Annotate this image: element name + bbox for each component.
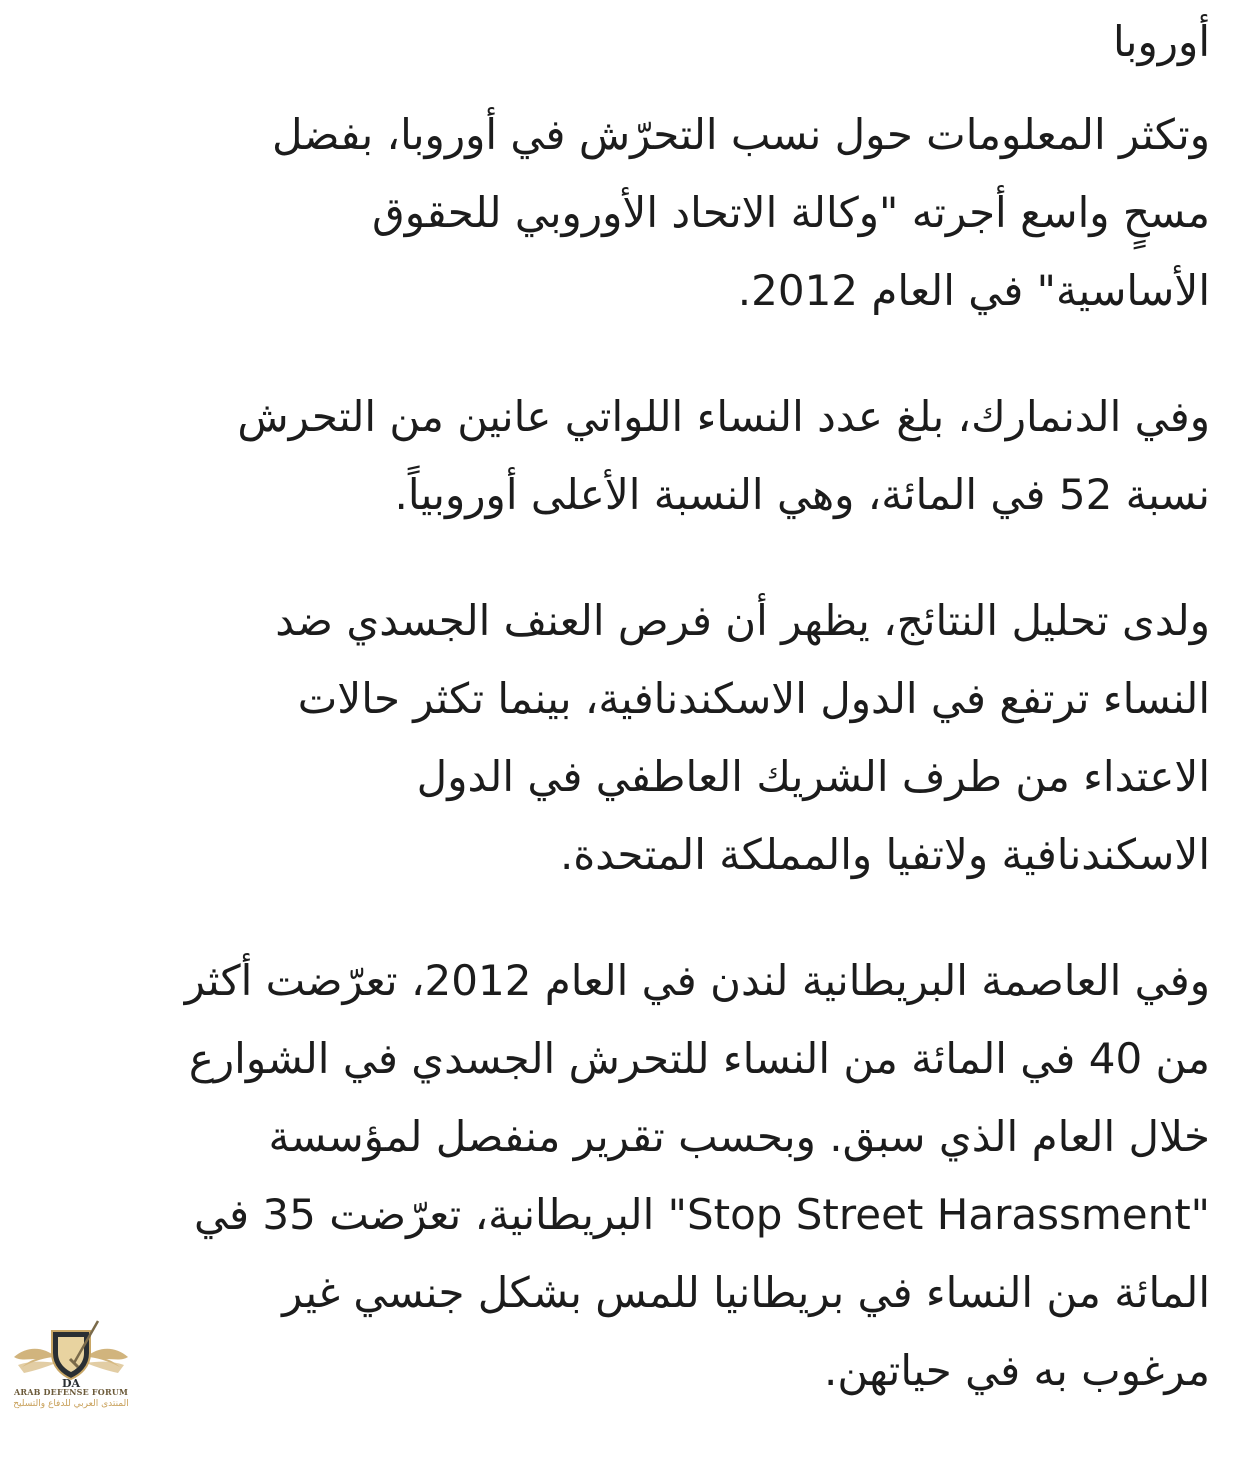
logo-monogram: DA [61, 1377, 81, 1389]
text-line: النساء ترتفع في الدول الاسكندنافية، بينما تكثر حالات [297, 674, 1210, 723]
text-line: المائة من النساء في بريطانيا للمس بشكل جنسي غير [282, 1268, 1210, 1317]
paragraph [20, 96, 1210, 330]
text-line: ولدى تحليل النتائج، يظهر أن فرص العنف الجسدي ضد [275, 596, 1210, 645]
paragraph [20, 942, 1210, 1410]
text-line: "Stop Street Harassment" البريطانية، تعرّضت 35 في [193, 1190, 1210, 1239]
text-line: خلال العام الذي سبق. وبحسب تقرير منفصل لمؤسسة [268, 1112, 1210, 1161]
text-line: الاعتداء من طرف الشريك العاطفي في الدول [416, 752, 1210, 801]
paragraph [20, 582, 1210, 894]
text-line: مرغوب به في حياتهن. [823, 1346, 1210, 1395]
text-line: وتكثر المعلومات حول نسب التحرّش في أوروبا، بفضل [272, 110, 1210, 159]
text-line: وفي الدنمارك، بلغ عدد النساء اللواتي عانين من التحرش [237, 392, 1210, 441]
text-line: الأساسية" في العام 2012. [737, 266, 1210, 315]
section-heading: أوروبا [1112, 17, 1210, 66]
paragraph [20, 378, 1210, 534]
text-line: من 40 في المائة من النساء للتحرش الجسدي في الشوارع [188, 1034, 1210, 1083]
logo-name-en: ARAB DEFENSE FORUM [13, 1387, 129, 1397]
watermark-logo [8, 1317, 134, 1417]
logo-name-ar: المنتدى العربي للدفاع والتسليح [13, 1399, 129, 1409]
shield-wings-logo-icon [8, 1317, 134, 1389]
text-line: وفي العاصمة البريطانية لندن في العام 2012، تعرّضت أكثر [184, 956, 1210, 1005]
article [20, 0, 1210, 1458]
text-line: نسبة 52 في المائة، وهي النسبة الأعلى أوروبياً. [394, 470, 1210, 519]
text-line: الاسكندنافية ولاتفيا والمملكة المتحدة. [559, 830, 1210, 879]
text-line: مسحٍ واسع أجرته "وكالة الاتحاد الأوروبي للحقوق [372, 188, 1210, 237]
